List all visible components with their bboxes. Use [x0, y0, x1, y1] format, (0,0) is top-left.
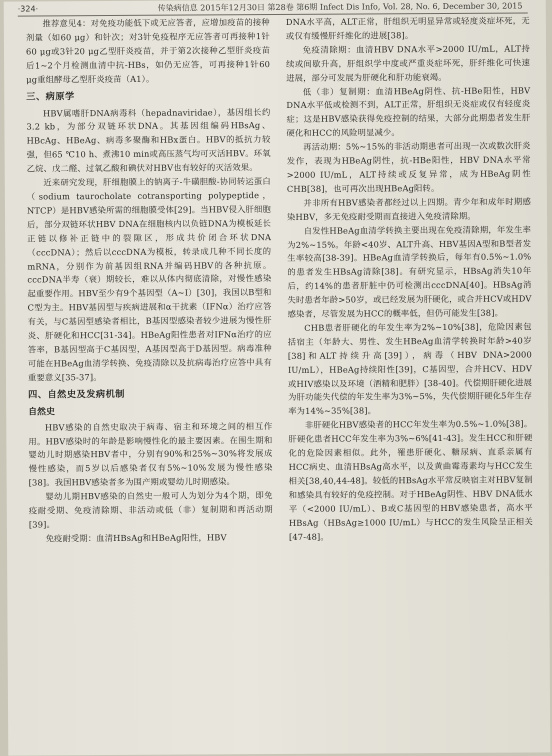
- reactivation-phase-paragraph: 再活动期：5%~15%的非活动期患者可出现一次或数次肝炎发作，表现为HBeAg阴性，抗-HBe阳性，HBV DNA水平常>2000 IU/mL，ALT持续或反复异常，成为HBeAg阴性CHB[38]，也可再次出现HBeAg阳转。: [286, 140, 531, 194]
- natural-history-paragraph-2: 婴幼儿期HBV感染的自然史一般可人为划分为4个期，即免疫耐受期、免疫清除期、非活动或低（非）复制期和再活动期[39]。: [28, 490, 273, 530]
- journal-page: [4, 0, 551, 756]
- section-heading-natural-history: 四、自然史及发病机制: [28, 388, 126, 401]
- etiology-paragraph-2: 近来研究发现，肝细胞膜上的钠离子-牛磺胆酸-协同转运蛋白（sodium taurocholate cotransporting polypeptide，NTCP）是HBV感染所需的细胞膜受体[29]。当HBV侵入肝细胞后，部分双链环状HBV DNA在细胞核内以负链DNA为模板延长正链以修补正链中的裂隙区，形成共价闭合环状DNA（cccDNA）；然后以cccDNA为模板，转录成几种不同长度的mRNA，分别作为前基因组RNA并编码HBV的各种抗原。cccDNA半寿（衰）期较长，难以从体内彻底清除，对慢性感染起重要作用。HBV至少有9个基因型（A~I）[30]，我国以B型和C型为主。HBV基因型与疾病进展和α干扰素（IFNα）治疗应答有关，与C基因型感染者相比，B基因型感染者较少进展为慢性肝炎、肝硬化和HCC[31-34]。HBeAg阳性患者对IFNα治疗的应答率，B基因型高于C基因型，A基因型高于D基因型。病毒准种可能在HBeAg血清学转换、免疫清除以及抗病毒治疗应答中具有重要意义[35-37]。: [26, 176, 272, 383]
- inactive-phase-paragraph: 低（非）复制期：血清HBeAg阴性、抗-HBe阳性，HBV DNA水平低或检测不到，ALT正常，肝组织无炎症或仅有轻度炎症；这是HBV感染获得免疫控制的结果，大部分此期患者发生肝硬化和HCC的风险明显减少。: [286, 84, 531, 139]
- immune-clearance-paragraph: 免疫清除期：血清HBV DNA水平>2000 IU/mL，ALT持续或间歇升高，肝组织学中度或严重炎症坏死，肝纤维化可快速进展，部分可发展为肝硬化和肝功能衰竭。: [286, 43, 531, 83]
- subsection-heading-natural-history: 自然史: [28, 407, 56, 418]
- natural-history-paragraph-3: 免疫耐受期：血清HBsAg和HBeAg阳性，HBV: [45, 532, 227, 544]
- etiology-paragraph-1: HBV属嗜肝DNA病毒科（hepadnaviridae），基因组长约3.2 kb，为部分双链环状DNA。其基因组编码HBsAg、HBcAg、HBeAg、病毒多聚酶和HBx蛋白。HBV的抵抗力较强，但65 ℃10 h、煮沸10 min或高压蒸气均可灭活HBV。环氧乙烷、戊二醛、过氧乙酸和碘伏对HBV也有较好的灭活效果。: [26, 106, 271, 174]
- recommendation-paragraph: 推荐意见4：对免疫功能低下或无应答者，应增加疫苗的接种剂量（如60 μg）和针次；对3针免疫程序无应答者可再接种1针60 μg或3针20 μg乙型肝炎疫苗，并于第2次接种乙型肝炎疫苗后1~2个月检测血清中抗-HBs，如仍无应答，可再接种1针60 μg重组酵母乙型肝炎疫苗（A1）。: [25, 17, 271, 85]
- continued-paragraph: DNA水平高，ALT正常，肝组织无明显异常或轻度炎症坏死，无或仅有缓慢肝纤维化的进展[38]。: [285, 15, 530, 41]
- left-column: [26, 16, 273, 546]
- not-all-phases-paragraph: 并非所有HBV感染者都经过以上四期。青少年和成年时期感染HBV，多无免疫耐受期而直接进入免疫清除期。: [286, 196, 531, 222]
- journal-citation-line: 传染病信息 2015年12月30日 第28卷 第6期 Infect Dis Info, Vol. 28, No. 6, December 30, 2015: [157, 1, 523, 13]
- hcc-rate-paragraph: 非肝硬化HBV感染者的HCC年发生率为0.5%~1.0%[38]。肝硬化患者HCC年发生率为3%~6%[41-43]。发生HCC和肝硬化的危险因素相似。此外，罹患肝硬化、糖尿病、直系亲属有HCC病史、血清HBsAg高水平，以及黄曲霉毒素均与HCC发生相关[38,40,44-48]。较低的HBsAg水平常反映宿主对HBV复制和感染具有较好的免疫控制。对于HBeAg阴性、HBV DNA低水平（<2000 IU/mL）、B或C基因型的HBV感染患者，高水平HBsAg（HBsAg≥1000 IU/mL）与HCC的发生风险呈正相关[47-48]。: [288, 418, 533, 542]
- right-column: [286, 14, 533, 544]
- natural-history-paragraph-1: HBV感染的自然史取决于病毒、宿主和环境之间的相互作用。HBV感染时的年龄是影响慢性化的最主要因素。在围生期和婴幼儿时期感染HBV者中，分别有90%和25%~30%将发展成慢性感染，而5岁以后感染者仅有5%~10%发展为慢性感染[38]。我国HBV感染者多为围产期或婴幼儿时期感染。: [28, 420, 273, 488]
- page-number: ·324·: [17, 4, 39, 14]
- seroconversion-paragraph: 自发性HBeAg血清学转换主要出现在免疫清除期，年发生率为2%~15%。年龄<40岁、ALT升高、HBV基因A型和B型者发生率较高[38-39]。HBeAg血清学转换后，每年有0.5%~1.0%的患者发生HBsAg清除[38]。有研究显示，HBsAg消失10年后，约14%的患者肝脏中仍可检测出cccDNA[40]。HBsAg消失时患者年龄>50岁，或已经发展为肝硬化，或合并HCV或HDV感染者，尽管发展为HCC的概率低，但仍可能发生[38]。: [287, 224, 532, 319]
- section-heading-etiology: 三、病原学: [26, 90, 75, 103]
- cirrhosis-rate-paragraph: CHB患者肝硬化的年发生率为2%~10%[38]，危险因素包括宿主（年龄大、男性、发生HBeAg血清学转换时年龄>40岁[38]和ALT持续升高[39]），病毒（HBV DNA>2000 IU/mL），HBeAg持续阳性[39]，C基因型，合并HCV、HDV或HIV感染以及环境（酒精和肥胖）[38-40]。代偿期肝硬化进展为肝功能失代偿的年发生率为3%~5%，失代偿期肝硬化5年生存率为14%~35%[38]。: [287, 321, 533, 417]
